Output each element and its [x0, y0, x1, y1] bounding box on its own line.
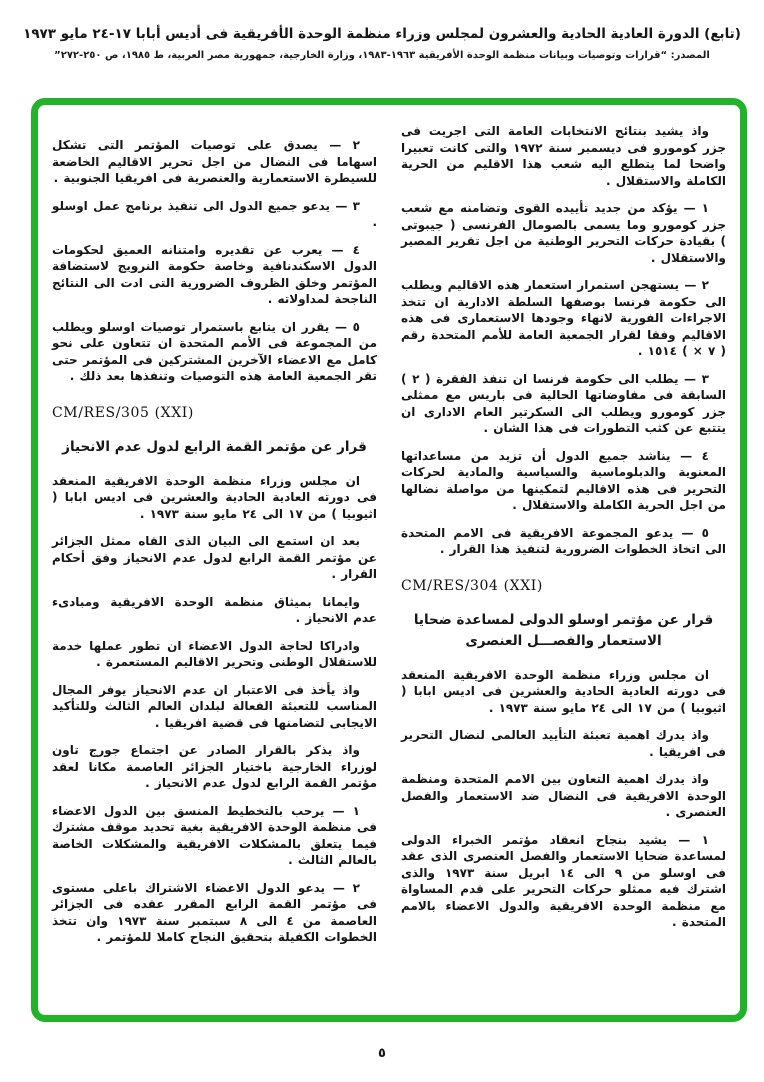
paragraph: ٢ — يصدق على توصيات المؤتمر التى تشكل اسهاما فى النضال من اجل تحرير الاقاليم الخاضعة للسيطرة الاستعمارية والعنصرية فى افريقيا الجنوبية . — [52, 138, 377, 185]
paragraph: ان مجلس وزراء منظمة الوحدة الافريقية المنعقد فى دورته العادية الحادية والعشرين فى اديس ابابا ( اثيوبيا ) من ١٧ الى ٢٤ مايو سنة ١٩٧٣ . — [52, 473, 377, 521]
paragraph: ١ — يشيد بنجاح انعقاد مؤتمر الخبراء الدولى لمساعدة ضحايا الاستعمار والفصل العنصرى الذى عقد فى اوسلو من ٩ الى ١٤ ابريل سنة ١٩٧٣ والذى اشترك فيه ممثلو حركات التحرير على قدم المساواة مع منظمة الوحدة الافريقية والدول الاعضاء بالامم المتحدة . — [401, 832, 726, 929]
column-right — [401, 123, 726, 1007]
content-frame — [31, 98, 747, 1022]
resolution-title: قرار عن مؤتمر اوسلو الدولى لمساعدة ضحايا الاستعمار والفصـــل العنصرى — [413, 611, 714, 649]
paragraph: واذ يدرك اهمية تعبئة التأييد العالمى لنضال التحرير فى افريقيا . — [401, 728, 726, 759]
paragraph: ١ — يرحب بالتخطيط المنسق بين الدول الاعضاء فى منظمة الوحدة الافريقية بغية تحديد موقف مشترك فيما يتعلق بالمشكلات الافريقية والمشكلات الخاصة بالعالم الثالث . — [52, 803, 377, 867]
paragraph: ان مجلس وزراء منظمة الوحدة الافريقية المنعقد فى دورته العادية الحادية والعشرين فى اديس ابابا ( اثيوبيا ) من ١٧ الى ٢٤ مايو سنة ١٩٧٣ . — [401, 667, 726, 715]
paragraph: ٢ — يدعو الدول الاعضاء الاشتراك باعلى مستوى فى مؤتمر القمة الرابع المقرر عقده فى الجزائر العاصمة من ٤ الى ٨ سبتمبر سنة ١٩٧٣ وان تتخذ الخطوات الكفيلة بتحقيق النجاح كاملا للمؤتمر . — [52, 880, 378, 944]
paragraph: واذ يذكر بالقرار الصادر عن اجتماع جورج تاون لوزراء الخارجية باختيار الجزائر العاصمة مكانا لعقد مؤتمر القمة الرابع لدول عدم الانحياز . — [52, 743, 377, 790]
header-title: (تابع) الدورة العادية الحادية والعشرون لمجلس وزراء منظمة الوحدة الأفريقية فى أديس أبابا ١٧-٢٤ مايو ١٩٧٣ — [23, 26, 741, 42]
paragraph: بعد ان استمع الى البيان الذى القاه ممثل الجزائر عن مؤتمر القمة الرابع لدول عدم الانحياز وفق أحكام القرار . — [52, 534, 377, 581]
paragraph: ٢ — يستهجن استمرار استعمار هذه الاقاليم ويطلب الى حكومة فرنسا بوصفها السلطة الادارية ان تتخذ الاجراءات الفورية لانهاء وجودها الاستعمارى فى هذه الاقاليم وفقا لقرار الجمعية العامة للأمم المتحدة رقم ( ٧ × ) ١٥١٤ . — [401, 278, 726, 358]
paragraph: وادراكا لحاجة الدول الاعضاء ان تطور عملها خدمة للاستقلال الوطنى وتحرير الاقاليم المستعمرة . — [52, 638, 377, 669]
paragraph: وايمانا بميثاق منظمة الوحدة الافريقية ومبادىء عدم الانحياز . — [52, 594, 377, 625]
paragraph: واذ يأخذ فى الاعتبار ان عدم الانحياز يوفر المجال المناسب للتعبئة الفعالة لبلدان العالم الثالث وللتأكيد الايجابى لتضامنها فى قضية افريقيا . — [52, 682, 377, 730]
paragraph: واذ يدرك اهمية التعاون بين الامم المتحدة ومنظمة الوحدة الافريقية فى النضال ضد الاستعمار والفصل العنصرى . — [401, 772, 726, 819]
paragraph: ٥ — يقرر ان يتابع باستمرار توصيات اوسلو ويطلب من المجموعة فى الأمم المتحدة ان تتعاون على نحو كامل مع الاعضاء الآخرين المشتركين فى المؤتمر حتى تقر الجمعية العامة هذه التوصيات وتنفذها بعد ذلك . — [52, 319, 377, 383]
paragraph: ٤ — يناشد جميع الدول أن تزيد من مساعداتها المعنوية والدبلوماسية والسياسية والمادية لحركات التحرير فى هذه الاقاليم لتمكينها من مواصلة نضالها من اجل الحرية الكاملة والاستقلال . — [401, 448, 726, 512]
paragraph: ٥ — يدعو المجموعة الافريقية فى الامم المتحدة الى اتخاذ الخطوات الضرورية لتنفيذ هذا القرار . — [401, 525, 726, 556]
header-source-note: المصدر: “قرارات وتوصيات وبيانات منظمة الوحدة الأفريقية ١٩٦٣-١٩٨٣، وزارة الخارجية، جمهورية مصر العربية، ط ١٩٨٥، ص ٢٥٠-٢٧٢” — [54, 50, 710, 61]
page-header — [0, 26, 764, 61]
paragraph: ٣ — يطلب الى حكومة فرنسا ان تنفذ الفقرة ( ٢ ) السابقة فى مفاوضاتها الحالية فى باريس مع ممثلى جزر كومورو ويطلب الى السكرتير العام الادارى ان يتتبع عن كثب التطورات فى هذا الشان . — [401, 371, 726, 435]
column-left — [52, 123, 377, 1007]
paragraph: واذ يشيد بنتائج الانتخابات العامة التى اجريت فى جزر كومورو فى ديسمبر سنة ١٩٧٢ والتى كانت تعبيرا واضحا لما يتطلع اليه شعب هذا الاقليم من الحرية الكاملة والاستقلال . — [401, 124, 726, 188]
paragraph: ١ — يؤكد من جديد تأييده القوى وتضامنه مع شعب جزر كومورو وما يسمى بالصومال الفرنسى ( جيبوتى ) بقيادة حركات التحرير الوطنية من اجل تقرير المصير والاستقلال . — [401, 201, 726, 265]
resolution-code: CM/RES/305 (XXI) — [52, 404, 194, 421]
paragraph: ٣ — يدعو جميع الدول الى تنفيذ برنامج عمل اوسلو . — [52, 198, 377, 229]
page-number: ٥ — [378, 1046, 386, 1061]
paragraph: ٤ — يعرب عن تقديره وامتنانه العميق لحكومات الدول الاسكندنافية وخاصة حكومة النرويج لاستضافة المؤتمر وخلق الظروف الضرورية التى ادت الى النتائج الناجحة لمداولاته . — [52, 242, 377, 306]
resolution-title: قرار عن مؤتمر القمة الرابع لدول عدم الانحياز — [62, 438, 367, 455]
resolution-code: CM/RES/304 (XXI) — [401, 577, 543, 594]
